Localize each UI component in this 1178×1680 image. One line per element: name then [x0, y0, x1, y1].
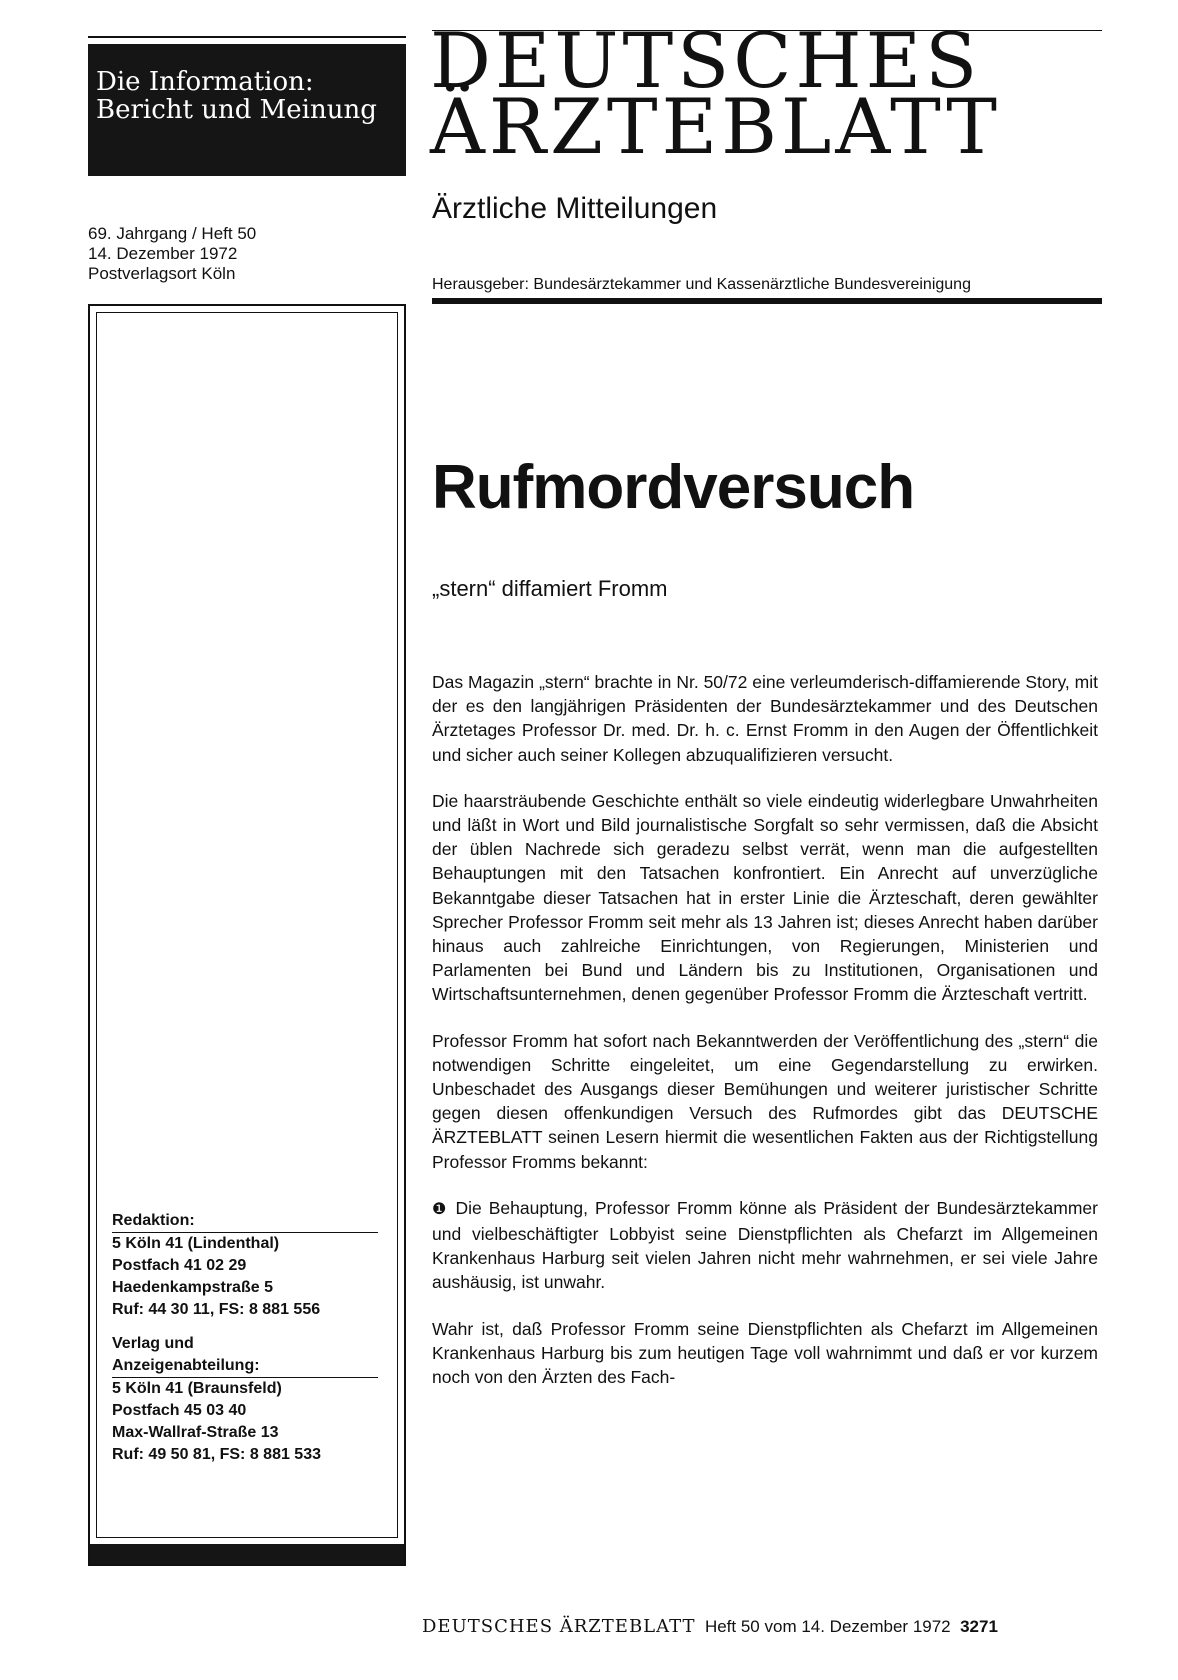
redaktion-label: Redaktion:	[112, 1210, 378, 1233]
paragraph-1: Das Magazin „stern“ brachte in Nr. 50/72 eine verleumderisch-diffamierende Story, mit der es den langjährigen Präsidenten der Bundesärztekammer und des Deutschen Ärztetages Professor Dr. med. Dr. h. c. Ernst Fromm in den Augen der Öffentlichkeit und sicher auch seiner Kollegen abzuqualifizieren versucht.	[432, 672, 1098, 765]
contact-block	[112, 1210, 378, 1466]
issue-postal: Postverlagsort Köln	[88, 264, 236, 283]
publisher-line: Herausgeber: Bundesärztekammer und Kassenärztliche Bundesvereinigung	[432, 276, 971, 293]
footer-masthead: DEUTSCHES ÄRZTEBLATT	[422, 1616, 696, 1637]
issue-volume: 69. Jahrgang / Heft 50	[88, 224, 257, 243]
masthead-line-2: ÄRZTEBLATT	[430, 82, 1001, 171]
paragraph-4-text: Die Behauptung, Professor Fromm könne als Präsident der Bundesärztekammer und vielbeschäftigter Lobbyist seine Dienstpflichten als Chefarzt im Allgemeinen Krankenhaus Harburg seit vielen Jahren nicht mehr wahrnehmen, er sei viele Jahre aushäusig, ist unwahr.	[432, 1197, 1098, 1293]
redaktion-line: 5 Köln 41 (Lindenthal)	[112, 1235, 280, 1252]
paragraph-5: Wahr ist, daß Professor Fromm seine Dienstpflichten als Chefarzt im Allgemeinen Krankenhaus Harburg bis zum heutigen Tage voll wahrnimmt und daß er vor kurzem noch von den Ärzten des Fach-	[432, 1318, 1098, 1388]
paragraph-2: Die haarsträubende Geschichte enthält so viele eindeutig widerlegbare Unwahrheiten und läßt in Wort und Bild journalistische Sorgfalt so sehr vermissen, daß die Absicht der üblen Nachrede sich geradezu selbst verrät, wenn man die aufgestellten Behauptungen mit den Tatsachen konfrontiert. Ein Anrecht auf unverzügliche Bekanntgabe dieser Tatsachen hat in erster Linie die Ärzteschaft, deren gewählter Sprecher Professor Fromm seit mehr als 13 Jahren ist; dieses Anrecht haben darüber hinaus auch zahlreiche Einrichtungen, von Regierungen, Ministerien und Parlamenten bei Bund und Ländern bis zu Institutionen, Organisationen und Wirtschaftsunternehmen, denen gegenüber Professor Fromm die Ärzteschaft vertritt.	[432, 790, 1098, 1005]
verlag-line: Ruf: 49 50 81, FS: 8 881 533	[112, 1446, 321, 1463]
info-line-1: Die Information:	[96, 67, 314, 97]
numbered-bullet-icon: ❶	[432, 1200, 449, 1218]
info-box	[88, 44, 406, 176]
issue-date: 14. Dezember 1972	[88, 244, 238, 263]
article-subhead: „stern“ diffamiert Fromm	[432, 576, 668, 601]
verlag-line: Max-Wallraf-Straße 13	[112, 1424, 279, 1441]
redaktion-line: Postfach 41 02 29	[112, 1257, 247, 1274]
redaktion-line: Haedenkampstraße 5	[112, 1279, 273, 1296]
verlag-label-2: Anzeigenabteilung:	[112, 1355, 378, 1378]
page-footer	[422, 1616, 998, 1637]
footer-issue: Heft 50 vom 14. Dezember 1972	[704, 1617, 951, 1636]
article-headline: Rufmordversuch	[432, 453, 915, 522]
verlag-line: Postfach 45 03 40	[112, 1402, 247, 1419]
article-body	[432, 670, 1098, 1411]
sidebar-footer-bar	[90, 1544, 404, 1564]
paragraph-3: Professor Fromm hat sofort nach Bekanntwerden der Veröffentlichung des „stern“ die notwendigen Schritte eingeleitet, um eine Gegendarstellung zu erwirken. Unbeschadet des Ausgangs dieser Bemühungen und weiterer juristischer Schritte gegen diesen offenkundigen Versuch des Rufmordes gibt das DEUTSCHE ÄRZTEBLATT seinen Lesern hiermit die wesentlichen Fakten aus der Richtigstellung Professor Fromms bekannt:	[432, 1030, 1098, 1172]
publisher-rule	[432, 298, 1102, 304]
masthead-line-1: DEUTSCHES	[430, 16, 982, 105]
masthead-subtitle: Ärztliche Mitteilungen	[432, 192, 718, 225]
verlag-line: 5 Köln 41 (Braunsfeld)	[112, 1380, 282, 1397]
verlag-label-1: Verlag und	[112, 1335, 194, 1352]
paragraph-4	[432, 1196, 1098, 1295]
page-number: 3271	[960, 1617, 998, 1636]
top-rule	[88, 36, 406, 38]
masthead	[430, 16, 1001, 171]
issue-info	[88, 224, 256, 284]
redaktion-line: Ruf: 44 30 11, FS: 8 881 556	[112, 1301, 321, 1318]
info-line-2: Bericht und Meinung	[96, 95, 377, 125]
